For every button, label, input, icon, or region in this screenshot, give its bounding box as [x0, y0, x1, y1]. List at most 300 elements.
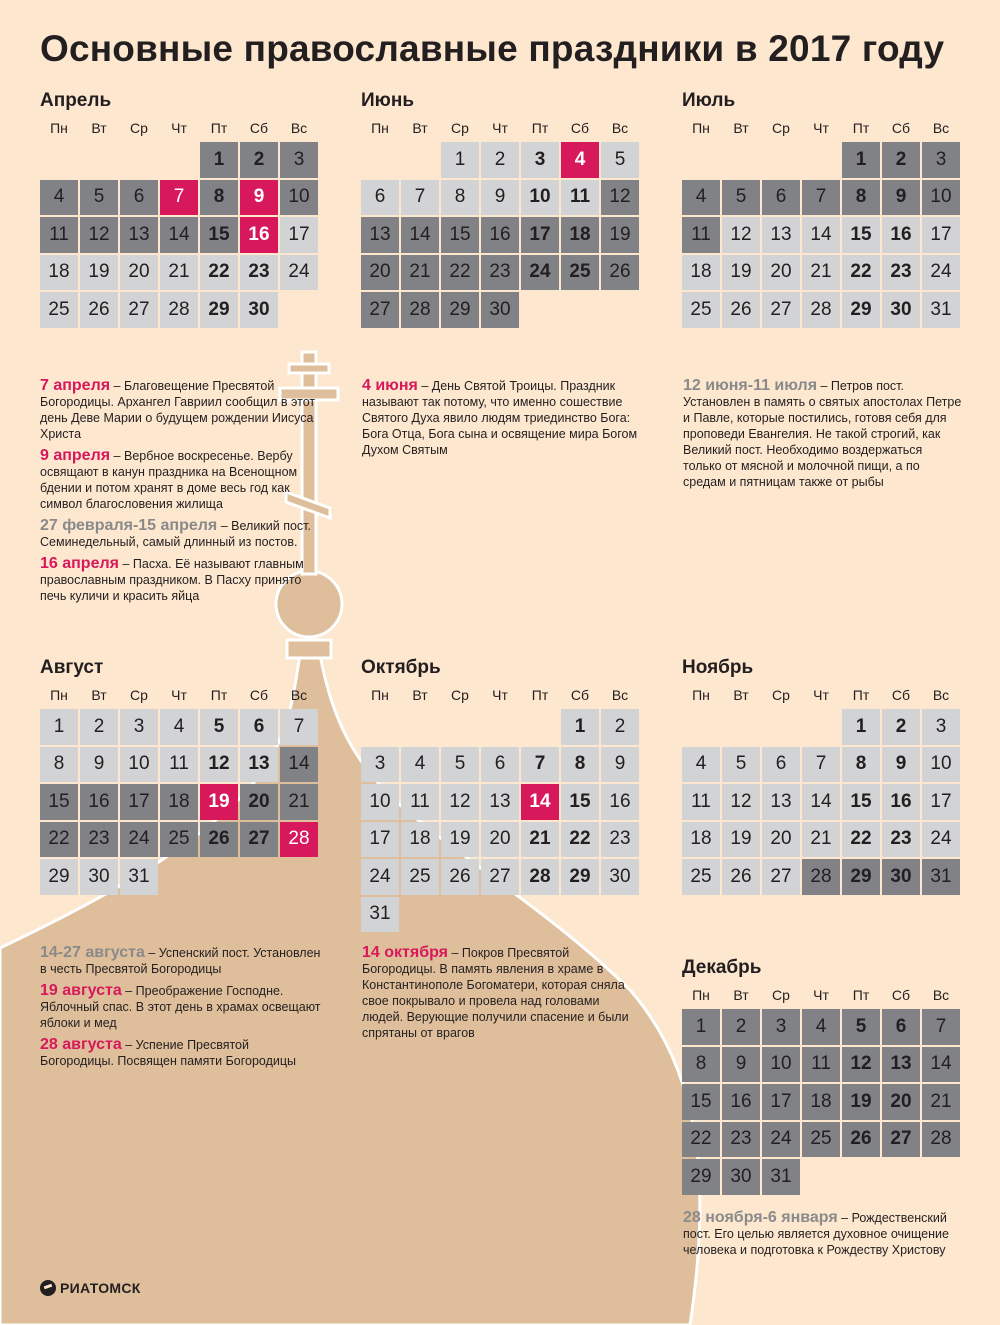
day-cell: 16 — [601, 784, 639, 820]
notes-june — [362, 378, 642, 464]
holiday-date: 16 апреля — [40, 555, 119, 572]
day-cell: 17 — [120, 784, 158, 820]
day-cell: 12 — [601, 180, 639, 216]
month-name: Октябрь — [361, 657, 441, 678]
day-cell: 10 — [280, 180, 318, 216]
weekday-label: Вс — [611, 120, 629, 136]
holiday-date: 28 ноября-6 января — [683, 1209, 838, 1226]
day-cell: 18 — [40, 255, 78, 291]
day-cell: 1 — [40, 709, 78, 745]
day-cell: 14 — [802, 217, 840, 253]
holiday-note — [40, 983, 325, 1031]
day-cell: 29 — [842, 859, 880, 895]
day-cell: 19 — [842, 1084, 880, 1120]
month-july — [682, 88, 962, 328]
day-grid — [40, 142, 320, 328]
weekday-label: Вс — [290, 120, 308, 136]
day-cell: 13 — [120, 217, 158, 253]
day-cell: 24 — [922, 255, 960, 291]
day-cell: 6 — [762, 180, 800, 216]
notes-july — [683, 378, 963, 496]
day-cell: 8 — [200, 180, 238, 216]
day-cell: 9 — [481, 180, 519, 216]
weekday-label: Вт — [733, 687, 749, 703]
day-cell: 15 — [561, 784, 599, 820]
day-cell: 15 — [842, 217, 880, 253]
day-cell: 29 — [842, 292, 880, 328]
holiday-note — [40, 556, 325, 604]
notes-december — [683, 1210, 968, 1264]
day-cell: 27 — [361, 292, 399, 328]
day-cell: 4 — [160, 709, 198, 745]
day-cell: 31 — [762, 1159, 800, 1195]
day-cell: 28 — [521, 859, 559, 895]
holiday-description: – Благовещение Пресвятой Богородицы. Архангел Гавриил сообщил в этот день Деве Марии о будущем рождении Иисуса Христа — [40, 379, 316, 441]
holiday-day-cell: 9 — [240, 180, 278, 216]
day-cell: 3 — [361, 747, 399, 783]
day-cell: 12 — [80, 217, 118, 253]
day-cell: 5 — [80, 180, 118, 216]
day-cell: 23 — [80, 822, 118, 858]
month-name: Июль — [682, 90, 736, 111]
day-cell: 27 — [240, 822, 278, 858]
day-cell: 30 — [80, 859, 118, 895]
day-cell: 3 — [280, 142, 318, 178]
day-cell: 18 — [561, 217, 599, 253]
day-cell: 27 — [481, 859, 519, 895]
weekday-label: Пт — [852, 120, 870, 136]
day-cell: 26 — [842, 1122, 880, 1158]
day-cell: 15 — [40, 784, 78, 820]
day-cell: 8 — [561, 747, 599, 783]
month-name: Июнь — [361, 90, 415, 111]
day-cell: 19 — [722, 255, 760, 291]
day-cell: 5 — [722, 180, 760, 216]
day-cell: 24 — [280, 255, 318, 291]
holiday-description: – Успенский пост. Установлен в честь Пресвятой Богородицы — [40, 946, 321, 976]
holiday-description: – Покров Пресвятой Богородицы. В память явления в храме в Константинополе Богоматери, которая сняла свое покрывало и провела над головами людей. Верующие получили спасение и были спрятаны от врагов — [362, 946, 629, 1040]
day-cell: 13 — [762, 217, 800, 253]
weekday-label: Сб — [570, 120, 590, 136]
holiday-date: 4 июня — [362, 377, 418, 394]
day-cell: 26 — [80, 292, 118, 328]
day-grid — [682, 142, 962, 328]
day-cell: 27 — [762, 859, 800, 895]
day-cell: 24 — [120, 822, 158, 858]
day-cell: 14 — [401, 217, 439, 253]
weekday-label: Пн — [50, 687, 68, 703]
day-cell: 10 — [922, 180, 960, 216]
day-cell: 22 — [40, 822, 78, 858]
day-cell: 21 — [922, 1084, 960, 1120]
holiday-description: – Пасха. Её называют главным православным праздником. В Пасху принято печь куличи и красить яйца — [40, 557, 304, 603]
day-cell: 5 — [722, 747, 760, 783]
day-cell: 7 — [802, 747, 840, 783]
day-cell: 7 — [922, 1009, 960, 1045]
day-cell: 9 — [882, 180, 920, 216]
holiday-date: 12 июня-11 июля — [683, 377, 818, 394]
month-august — [40, 655, 320, 895]
holiday-day-cell: 16 — [240, 217, 278, 253]
month-december — [682, 955, 962, 1195]
day-cell: 23 — [722, 1122, 760, 1158]
day-cell: 10 — [361, 784, 399, 820]
day-cell: 13 — [481, 784, 519, 820]
day-cell: 6 — [481, 747, 519, 783]
day-cell: 22 — [842, 255, 880, 291]
day-cell: 25 — [682, 859, 720, 895]
day-cell: 17 — [521, 217, 559, 253]
weekday-label: Пт — [210, 687, 228, 703]
day-cell: 11 — [561, 180, 599, 216]
weekday-label: Вт — [733, 987, 749, 1003]
day-cell: 13 — [240, 747, 278, 783]
month-name: Август — [40, 657, 104, 678]
weekday-label: Пт — [531, 687, 549, 703]
day-cell: 31 — [922, 859, 960, 895]
day-cell: 27 — [120, 292, 158, 328]
day-cell: 8 — [842, 747, 880, 783]
month-name: Ноябрь — [682, 657, 754, 678]
month-april — [40, 88, 320, 328]
day-cell: 7 — [280, 709, 318, 745]
day-cell: 25 — [40, 292, 78, 328]
day-cell: 7 — [401, 180, 439, 216]
day-cell: 26 — [200, 822, 238, 858]
day-cell: 5 — [200, 709, 238, 745]
weekday-label: Вс — [611, 687, 629, 703]
day-grid — [361, 142, 641, 328]
day-cell: 18 — [682, 822, 720, 858]
day-cell: 10 — [120, 747, 158, 783]
holiday-day-cell: 7 — [160, 180, 198, 216]
weekday-label: Ср — [130, 687, 148, 703]
day-cell: 21 — [160, 255, 198, 291]
weekday-label: Чт — [171, 120, 187, 136]
day-cell: 13 — [882, 1047, 920, 1083]
holiday-description: – Великий пост. Семинедельный, самый длинный из постов. — [40, 519, 311, 549]
day-cell: 10 — [762, 1047, 800, 1083]
day-cell: 22 — [842, 822, 880, 858]
weekday-label: Пн — [692, 687, 710, 703]
day-cell: 1 — [441, 142, 479, 178]
day-cell: 15 — [682, 1084, 720, 1120]
day-cell: 9 — [722, 1047, 760, 1083]
month-name: Апрель — [40, 90, 112, 111]
day-cell: 6 — [882, 1009, 920, 1045]
holiday-date: 14 октября — [362, 944, 448, 961]
day-cell: 26 — [441, 859, 479, 895]
holiday-note — [683, 378, 963, 490]
holiday-description: – Петров пост. Установлен в память о святых апостолах Петре и Павле, которые постились, готовя себя для проповеди Евангелия. Не такой строгий, как Великий пост. Необходимо воздержаться только от мясной и молочной пищи, а по средам и пятницам также от рыбы — [683, 379, 962, 489]
day-cell: 21 — [521, 822, 559, 858]
weekday-label: Вт — [733, 120, 749, 136]
notes-august — [40, 945, 325, 1075]
weekday-label: Вс — [290, 687, 308, 703]
day-cell: 1 — [842, 142, 880, 178]
day-cell: 21 — [280, 784, 318, 820]
day-cell: 17 — [922, 784, 960, 820]
day-cell: 24 — [762, 1122, 800, 1158]
day-cell: 1 — [561, 709, 599, 745]
weekday-label: Чт — [813, 120, 829, 136]
day-cell: 13 — [762, 784, 800, 820]
holiday-note — [362, 378, 642, 458]
holiday-description: – Успение Пресвятой Богородицы. Посвящен памяти Богородицы — [40, 1038, 297, 1068]
holiday-description: – День Святой Троицы. Праздник называют так потому, что именно сошествие Святого Духа явило людям триединство Бога: Бога Отца, Бога сына и освящение мира Богом Духом Святым — [362, 379, 638, 457]
day-cell: 15 — [441, 217, 479, 253]
day-cell: 31 — [120, 859, 158, 895]
day-cell: 28 — [922, 1122, 960, 1158]
holiday-day-cell: 28 — [280, 822, 318, 858]
day-cell: 6 — [762, 747, 800, 783]
weekday-label: Пт — [852, 687, 870, 703]
day-cell: 9 — [882, 747, 920, 783]
holiday-date: 28 августа — [40, 1036, 122, 1053]
day-cell: 20 — [762, 255, 800, 291]
day-cell: 3 — [922, 709, 960, 745]
day-cell: 2 — [882, 709, 920, 745]
day-cell: 4 — [682, 747, 720, 783]
day-cell: 26 — [722, 292, 760, 328]
weekday-header — [40, 114, 320, 142]
holiday-note — [40, 1037, 325, 1069]
day-cell: 25 — [682, 292, 720, 328]
day-cell: 20 — [120, 255, 158, 291]
day-cell: 18 — [802, 1084, 840, 1120]
day-cell: 1 — [842, 709, 880, 745]
day-cell: 16 — [882, 784, 920, 820]
day-cell: 21 — [802, 822, 840, 858]
month-november — [682, 655, 962, 895]
weekday-label: Вт — [91, 687, 107, 703]
holiday-day-cell: 14 — [521, 784, 559, 820]
day-cell: 4 — [401, 747, 439, 783]
day-cell: 17 — [922, 217, 960, 253]
day-cell: 5 — [842, 1009, 880, 1045]
weekday-header — [682, 981, 962, 1009]
day-cell: 16 — [882, 217, 920, 253]
day-cell: 2 — [240, 142, 278, 178]
weekday-label: Чт — [813, 687, 829, 703]
day-cell: 2 — [722, 1009, 760, 1045]
weekday-label: Ср — [451, 120, 469, 136]
day-cell: 22 — [682, 1122, 720, 1158]
day-cell: 12 — [722, 784, 760, 820]
day-cell: 29 — [682, 1159, 720, 1195]
day-cell: 9 — [601, 747, 639, 783]
weekday-label: Пт — [852, 987, 870, 1003]
day-cell: 18 — [682, 255, 720, 291]
weekday-label: Сб — [249, 687, 269, 703]
day-cell: 17 — [762, 1084, 800, 1120]
day-cell: 6 — [240, 709, 278, 745]
day-cell: 23 — [481, 255, 519, 291]
weekday-header — [682, 114, 962, 142]
day-cell: 28 — [802, 292, 840, 328]
day-cell: 2 — [882, 142, 920, 178]
day-grid — [361, 709, 641, 932]
day-cell: 29 — [441, 292, 479, 328]
day-cell: 15 — [842, 784, 880, 820]
day-cell: 20 — [762, 822, 800, 858]
day-cell: 6 — [120, 180, 158, 216]
day-cell: 14 — [280, 747, 318, 783]
day-cell: 24 — [521, 255, 559, 291]
day-cell: 23 — [882, 822, 920, 858]
day-cell: 8 — [441, 180, 479, 216]
day-cell: 28 — [160, 292, 198, 328]
holiday-day-cell: 4 — [561, 142, 599, 178]
day-cell: 4 — [40, 180, 78, 216]
day-cell: 19 — [441, 822, 479, 858]
day-cell: 29 — [200, 292, 238, 328]
holiday-note — [40, 378, 325, 442]
day-cell: 19 — [601, 217, 639, 253]
day-cell: 30 — [722, 1159, 760, 1195]
weekday-label: Сб — [891, 687, 911, 703]
weekday-label: Пт — [531, 120, 549, 136]
day-cell: 24 — [361, 859, 399, 895]
weekday-label: Пт — [210, 120, 228, 136]
holiday-date: 19 августа — [40, 982, 122, 999]
day-grid — [682, 709, 962, 895]
day-cell: 5 — [601, 142, 639, 178]
day-cell: 27 — [762, 292, 800, 328]
day-cell: 30 — [882, 859, 920, 895]
weekday-label: Вт — [91, 120, 107, 136]
day-cell: 14 — [160, 217, 198, 253]
day-cell: 25 — [802, 1122, 840, 1158]
holiday-description: – Вербное воскресенье. Вербу освящают в канун праздника на Всенощном бдении и потом хранят в доме весь год как символ благословения жилища — [40, 449, 298, 511]
month-june — [361, 88, 641, 328]
day-cell: 23 — [601, 822, 639, 858]
day-cell: 12 — [200, 747, 238, 783]
weekday-label: Ср — [772, 687, 790, 703]
day-cell: 26 — [722, 859, 760, 895]
weekday-label: Сб — [891, 120, 911, 136]
day-cell: 22 — [561, 822, 599, 858]
weekday-label: Ср — [772, 120, 790, 136]
day-cell: 8 — [842, 180, 880, 216]
day-cell: 7 — [802, 180, 840, 216]
day-cell: 11 — [40, 217, 78, 253]
weekday-header — [361, 114, 641, 142]
day-cell: 30 — [481, 292, 519, 328]
day-grid — [40, 709, 320, 895]
day-cell: 30 — [240, 292, 278, 328]
holiday-day-cell: 19 — [200, 784, 238, 820]
day-cell: 12 — [441, 784, 479, 820]
weekday-label: Чт — [813, 987, 829, 1003]
day-cell: 7 — [521, 747, 559, 783]
weekday-label: Ср — [130, 120, 148, 136]
weekday-header — [361, 681, 641, 709]
holiday-date: 27 февраля-15 апреля — [40, 517, 218, 534]
weekday-label: Сб — [249, 120, 269, 136]
weekday-label: Сб — [891, 987, 911, 1003]
day-cell: 23 — [240, 255, 278, 291]
logo-text: РИАТОМСК — [60, 1280, 141, 1296]
holiday-note — [683, 1210, 968, 1258]
day-cell: 13 — [361, 217, 399, 253]
day-cell: 30 — [882, 292, 920, 328]
holiday-description: – Рождественский пост. Его целью является духовное очищение человека и подготовка к Рождеству Христову — [683, 1211, 949, 1257]
day-cell: 30 — [601, 859, 639, 895]
day-cell: 5 — [441, 747, 479, 783]
day-cell: 28 — [802, 859, 840, 895]
weekday-label: Чт — [492, 120, 508, 136]
weekday-label: Вс — [932, 687, 950, 703]
weekday-label: Ср — [451, 687, 469, 703]
day-cell: 14 — [802, 784, 840, 820]
day-cell: 2 — [481, 142, 519, 178]
day-cell: 3 — [762, 1009, 800, 1045]
day-cell: 24 — [922, 822, 960, 858]
day-cell: 10 — [922, 747, 960, 783]
weekday-label: Пн — [50, 120, 68, 136]
weekday-label: Сб — [570, 687, 590, 703]
weekday-label: Вт — [412, 120, 428, 136]
day-cell: 17 — [280, 217, 318, 253]
weekday-label: Ср — [772, 987, 790, 1003]
weekday-label: Пн — [692, 987, 710, 1003]
day-cell: 10 — [521, 180, 559, 216]
day-cell: 2 — [601, 709, 639, 745]
day-cell: 16 — [481, 217, 519, 253]
ria-tomsk-logo[interactable] — [40, 1280, 141, 1296]
day-cell: 28 — [401, 292, 439, 328]
day-cell: 18 — [160, 784, 198, 820]
day-cell: 22 — [441, 255, 479, 291]
holiday-note — [40, 945, 325, 977]
holiday-note — [40, 518, 325, 550]
weekday-label: Чт — [492, 687, 508, 703]
notes-spring — [40, 378, 325, 610]
day-cell: 16 — [722, 1084, 760, 1120]
day-cell: 17 — [361, 822, 399, 858]
day-cell: 4 — [802, 1009, 840, 1045]
holiday-note — [362, 945, 632, 1041]
holiday-date: 7 апреля — [40, 377, 111, 394]
day-cell: 12 — [722, 217, 760, 253]
month-october — [361, 655, 641, 932]
day-cell: 11 — [682, 784, 720, 820]
day-cell: 19 — [80, 255, 118, 291]
holiday-note — [40, 448, 325, 512]
ria-tomsk-logo-icon — [40, 1280, 56, 1296]
day-cell: 20 — [361, 255, 399, 291]
weekday-label: Пн — [371, 687, 389, 703]
day-cell: 25 — [401, 859, 439, 895]
day-cell: 29 — [40, 859, 78, 895]
day-cell: 18 — [401, 822, 439, 858]
day-cell: 12 — [842, 1047, 880, 1083]
day-grid — [682, 1009, 962, 1195]
notes-october — [362, 945, 632, 1047]
day-cell: 31 — [922, 292, 960, 328]
weekday-label: Пн — [692, 120, 710, 136]
day-cell: 15 — [200, 217, 238, 253]
day-cell: 26 — [601, 255, 639, 291]
weekday-label: Чт — [171, 687, 187, 703]
holiday-description: – Преображение Господне. Яблочный спас. В этот день в храмах освещают яблоки и мед — [40, 984, 321, 1030]
day-cell: 11 — [682, 217, 720, 253]
day-cell: 27 — [882, 1122, 920, 1158]
weekday-label: Вс — [932, 987, 950, 1003]
day-cell: 16 — [80, 784, 118, 820]
page-title: Основные православные праздники в 2017 году — [40, 28, 945, 69]
